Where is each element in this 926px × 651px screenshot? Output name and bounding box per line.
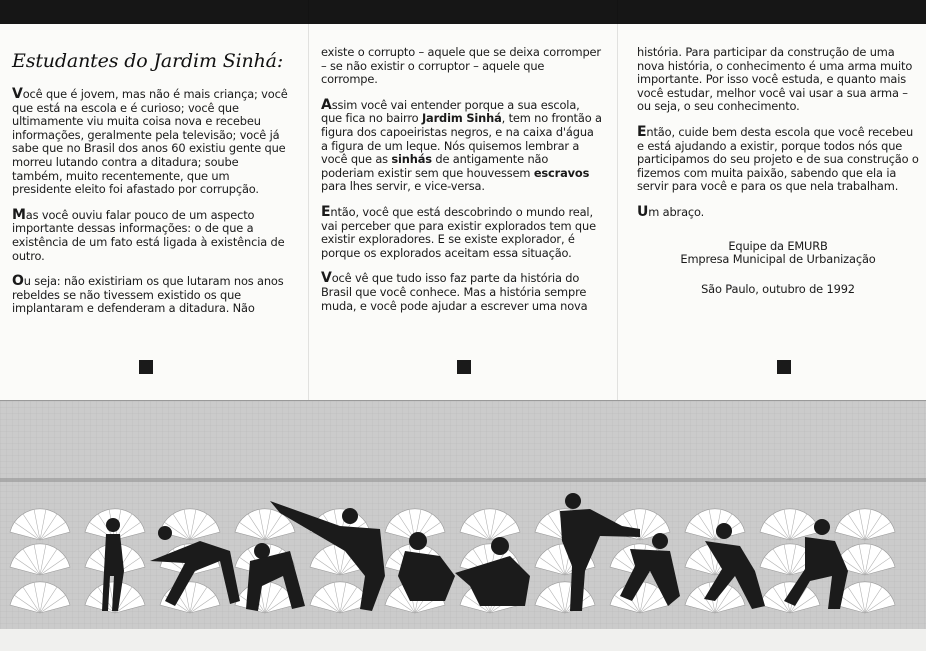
paragraph xyxy=(637,123,919,194)
capoeira-fans-frieze xyxy=(0,401,926,629)
capoeira-illustration xyxy=(0,400,926,630)
drop-letter: V xyxy=(321,270,332,287)
paragraph-text: ssim você vai entender porque a sua escola, que fica no bairro xyxy=(321,97,580,126)
signature-block xyxy=(637,240,919,297)
paragraph-text: para lhes servir, e vice-versa. xyxy=(321,179,485,194)
place-date: São Paulo, outubro de 1992 xyxy=(701,281,855,296)
bold-term: escravos xyxy=(533,165,590,180)
brochure-title: Estudantes do Jardim Sinhá: xyxy=(12,50,284,72)
paragraph-text: ocê vê que tudo isso faz parte da história do Brasil que você conhece. Mas a história sempre muda, e você pode ajudar a escrever uma nova xyxy=(321,271,588,313)
square-bullet xyxy=(777,360,791,374)
drop-letter: E xyxy=(637,123,647,140)
bold-term: Jardim Sinhá xyxy=(421,111,502,126)
column-3 xyxy=(637,46,919,296)
signature-org: Empresa Municipal de Urbanização xyxy=(680,252,876,267)
drop-letter: U xyxy=(637,203,649,220)
paragraph-text: ntão, cuide bem desta escola que você recebeu e está ajudando a existir, porque todos nós que participamos do seu projeto e de sua construção o fizemos com muita paixão, sabendo que ela ia servir para você e para os que nela trabalham. xyxy=(637,124,919,194)
paragraph-text: história. Para participar da construção de uma nova história, o conhecimento é uma arma muito importante. Por isso você estuda, e quanto mais você estudar, melhor você vai usar a sua arma – ou seja, o seu conhecimento. xyxy=(637,45,913,114)
paragraph xyxy=(637,203,919,220)
paragraph xyxy=(321,203,603,260)
paragraph-text: ocê que é jovem, mas não é mais criança; você que está na escola e é curioso; você que ultimamente viu muita coisa nova e recebeu informações, geralmente pela televisão; você já sabe que no Brasil dos anos 60 existiu gente que morreu lutando contra a ditadura; soube também, muito recentemente, que um presidente eleito foi afastado por corrupção. xyxy=(12,87,288,197)
paragraph-text: existe o corrupto – aquele que se deixa corromper – se não existir o corruptor – aquele que corrompe. xyxy=(321,45,601,87)
drop-letter: M xyxy=(12,206,26,223)
column-2 xyxy=(321,46,603,325)
paragraph xyxy=(321,96,603,194)
paragraph-text: de antigamente não poderiam existir sem que houvessem xyxy=(321,152,549,180)
drop-letter: A xyxy=(321,96,332,113)
bold-term: sinhás xyxy=(391,152,432,167)
top-dark-band xyxy=(0,0,926,24)
drop-letter: V xyxy=(12,86,23,102)
paragraph-text: as você ouviu falar pouco de um aspecto importante dessas informações: o de que a existência de um fato está ligada à existência de outro. xyxy=(12,207,285,263)
signature-team: Equipe da EMURB xyxy=(728,238,828,253)
paragraph xyxy=(12,275,288,316)
paragraph-text: u seja: não existiriam os que lutaram nos anos rebeldes se não tivessem existido os que implantaram e defenderam a ditadura. Não xyxy=(12,274,284,316)
paragraph xyxy=(12,206,288,263)
square-bullet xyxy=(139,360,153,374)
paragraph xyxy=(637,46,919,114)
column-1 xyxy=(12,46,288,328)
square-bullet xyxy=(457,360,471,374)
drop-letter: E xyxy=(321,203,331,220)
paragraph-text: m abraço. xyxy=(648,204,705,219)
bottom-margin xyxy=(0,629,926,651)
paragraph xyxy=(12,88,288,197)
drop-letter: O xyxy=(12,273,24,290)
paragraph-text: ntão, você que está descobrindo o mundo real, vai perceber que para existir explorados tem que existir exploradores. E se existe explorador, é porque os explorados aceitam essa situação. xyxy=(321,204,596,260)
paragraph xyxy=(321,272,603,313)
paragraph xyxy=(321,46,603,87)
paragraph-text: , tem no frontão a figura dos capoeiristas negros, e na caixa d'água a figura de um leque. Nós quisemos lembrar a você que as xyxy=(321,111,602,167)
